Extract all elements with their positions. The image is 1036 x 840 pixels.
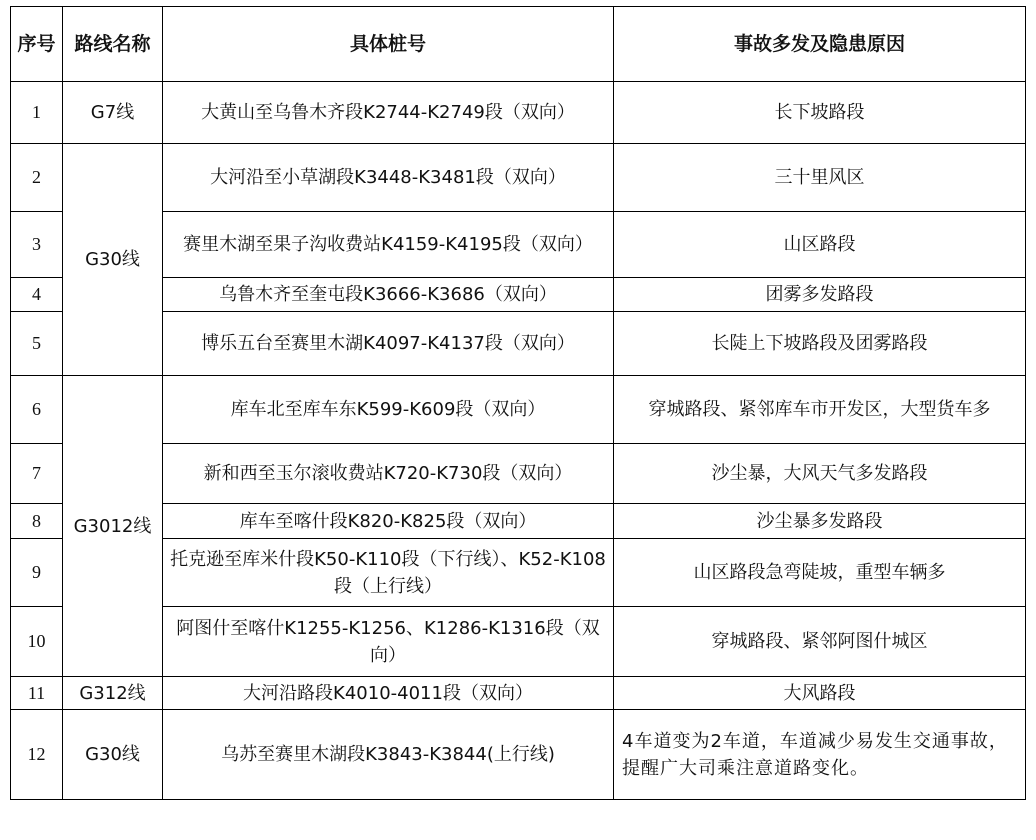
row-number: 5 [11, 312, 63, 376]
accident-cause: 沙尘暴，大风天气多发路段 [614, 444, 1026, 504]
route-name: G312线 [63, 677, 163, 710]
route-name: G3012线 [63, 376, 163, 677]
accident-cause: 三十里风区 [614, 144, 1026, 212]
row-number: 7 [11, 444, 63, 504]
accident-cause: 山区路段急弯陡坡，重型车辆多 [614, 539, 1026, 607]
row-number: 6 [11, 376, 63, 444]
table-row [11, 144, 1026, 212]
row-number: 9 [11, 539, 63, 607]
table-row [11, 677, 1026, 710]
accident-cause: 大风路段 [614, 677, 1026, 710]
accident-cause: 长陡上下坡路段及团雾路段 [614, 312, 1026, 376]
segment-stake: 乌鲁木齐至奎屯段K3666-K3686（双向） [163, 278, 614, 312]
table-row [11, 312, 1026, 376]
table-row [11, 212, 1026, 278]
row-number: 4 [11, 278, 63, 312]
row-number: 3 [11, 212, 63, 278]
header-segment: 具体桩号 [163, 7, 614, 82]
segment-stake: 阿图什至喀什K1255-K1256、K1286-K1316段（双向） [163, 607, 614, 677]
row-number: 2 [11, 144, 63, 212]
table-row [11, 504, 1026, 539]
row-number: 12 [11, 710, 63, 800]
segment-stake: 大河沿路段K4010-4011段（双向） [163, 677, 614, 710]
segment-stake: 库车至喀什段K820-K825段（双向） [163, 504, 614, 539]
row-number: 8 [11, 504, 63, 539]
accident-cause: 穿城路段、紧邻阿图什城区 [614, 607, 1026, 677]
route-name: G7线 [63, 82, 163, 144]
header-route: 路线名称 [63, 7, 163, 82]
accident-cause: 山区路段 [614, 212, 1026, 278]
accident-prone-segments-table [10, 6, 1026, 800]
segment-stake: 大河沿至小草湖段K3448-K3481段（双向） [163, 144, 614, 212]
segment-stake: 新和西至玉尔滚收费站K720-K730段（双向） [163, 444, 614, 504]
row-number: 10 [11, 607, 63, 677]
segment-stake: 博乐五台至赛里木湖K4097-K4137段（双向） [163, 312, 614, 376]
accident-cause: 长下坡路段 [614, 82, 1026, 144]
table-row [11, 539, 1026, 607]
segment-stake: 库车北至库车东K599-K609段（双向） [163, 376, 614, 444]
table-row [11, 444, 1026, 504]
row-number: 1 [11, 82, 63, 144]
accident-cause: 沙尘暴多发路段 [614, 504, 1026, 539]
segment-stake: 托克逊至库米什段K50-K110段（下行线）、K52-K108段（上行线） [163, 539, 614, 607]
table-row [11, 710, 1026, 800]
segment-stake: 大黄山至乌鲁木齐段K2744-K2749段（双向） [163, 82, 614, 144]
segment-stake: 乌苏至赛里木湖段K3843-K3844(上行线) [163, 710, 614, 800]
row-number: 11 [11, 677, 63, 710]
table-row [11, 278, 1026, 312]
header-row [11, 7, 1026, 82]
route-name: G30线 [63, 144, 163, 376]
segment-stake: 赛里木湖至果子沟收费站K4159-K4195段（双向） [163, 212, 614, 278]
accident-cause: 穿城路段、紧邻库车市开发区，大型货车多 [614, 376, 1026, 444]
table-row [11, 82, 1026, 144]
route-name: G30线 [63, 710, 163, 800]
accident-cause: 4车道变为2车道，车道减少易发生交通事故，提醒广大司乘注意道路变化。 [614, 710, 1026, 800]
header-no: 序号 [11, 7, 63, 82]
accident-cause: 团雾多发路段 [614, 278, 1026, 312]
table-row [11, 607, 1026, 677]
table-row [11, 376, 1026, 444]
header-cause: 事故多发及隐患原因 [614, 7, 1026, 82]
